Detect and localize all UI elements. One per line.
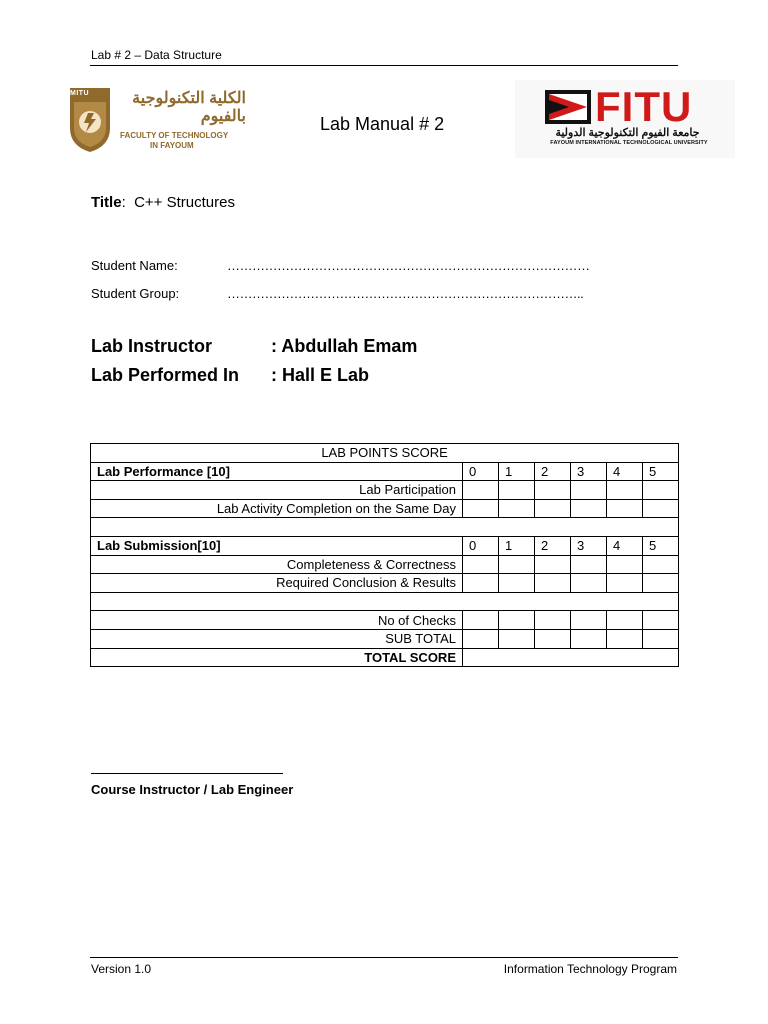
score-cell[interactable] (463, 611, 499, 630)
criterion-label: Required Conclusion & Results (91, 574, 463, 593)
lab-title: Title: C++ Structures (91, 194, 235, 211)
spacer-cell (91, 592, 679, 611)
score-cell[interactable] (463, 629, 499, 648)
score-cell[interactable] (463, 574, 499, 593)
scale-5: 5 (643, 462, 679, 481)
student-name-blank: …………………………………………………………………………… (227, 258, 590, 273)
score-cell[interactable] (643, 574, 679, 593)
table-caption: LAB POINTS SCORE (91, 444, 679, 463)
submission-heading: Lab Submission[10] (91, 536, 463, 555)
scale-1: 1 (499, 462, 535, 481)
score-cell[interactable] (607, 629, 643, 648)
score-cell[interactable] (535, 555, 571, 574)
total-row (91, 648, 679, 667)
submission-heading-row (91, 536, 679, 555)
score-cell[interactable] (643, 611, 679, 630)
footer-rule (90, 957, 678, 958)
manual-title: Lab Manual # 2 (320, 114, 445, 134)
table-row (91, 499, 679, 518)
lab-location-row (91, 365, 369, 386)
score-cell[interactable] (571, 611, 607, 630)
score-cell[interactable] (571, 481, 607, 500)
score-cell[interactable] (535, 629, 571, 648)
fitu-emblem-icon (545, 90, 591, 124)
score-cell[interactable] (643, 481, 679, 500)
score-cell[interactable] (535, 499, 571, 518)
score-cell[interactable] (535, 611, 571, 630)
score-cell[interactable] (535, 574, 571, 593)
scale-3: 3 (571, 536, 607, 555)
table-caption-row (91, 444, 679, 463)
score-cell[interactable] (607, 499, 643, 518)
fitu-english-name: FAYOUM INTERNATIONAL TECHNOLOGICAL UNIVERSITY (550, 140, 708, 146)
criterion-label: Lab Participation (91, 481, 463, 500)
student-group-label: Student Group: (91, 286, 180, 301)
subtotal-label: SUB TOTAL (91, 629, 463, 648)
criterion-label: Completeness & Correctness (91, 555, 463, 574)
lab-location-label: Lab Performed In (91, 365, 240, 385)
performance-heading: Lab Performance [10] (91, 462, 463, 481)
spacer-row (91, 518, 679, 537)
student-name-field (91, 258, 590, 273)
faculty-arabic-name: الكلية التكنولوجية بالفيوم (132, 90, 246, 125)
score-cell[interactable] (607, 481, 643, 500)
score-cell[interactable] (499, 629, 535, 648)
score-cell[interactable] (535, 481, 571, 500)
score-cell[interactable] (643, 629, 679, 648)
score-cell[interactable] (571, 629, 607, 648)
faculty-logo (68, 88, 250, 154)
signature-line (91, 773, 283, 774)
student-name-label: Student Name: (91, 258, 178, 273)
student-group-blank: ………………………………………………………………………….. (227, 286, 584, 301)
score-cell[interactable] (499, 555, 535, 574)
scale-2: 2 (535, 462, 571, 481)
score-cell[interactable] (571, 574, 607, 593)
checks-row (91, 611, 679, 630)
lab-location-value: : Hall E Lab (271, 365, 370, 385)
score-cell[interactable] (643, 499, 679, 518)
criterion-label: Lab Activity Completion on the Same Day (91, 499, 463, 518)
score-cell[interactable] (607, 555, 643, 574)
lab-instructor-label: Lab Instructor (91, 336, 213, 356)
score-table (90, 443, 679, 667)
fitu-wordmark: FITU (595, 83, 693, 130)
score-cell[interactable] (607, 611, 643, 630)
score-cell[interactable] (463, 499, 499, 518)
fitu-arabic-name: جامعة الفيوم التكنولوجية الدولية (555, 127, 700, 139)
spacer-row (91, 592, 679, 611)
faculty-english-line1: FACULTY OF TECHNOLOGY (120, 131, 229, 140)
header-rule (90, 65, 678, 66)
subtotal-row (91, 629, 679, 648)
footer-version: Version 1.0 (91, 962, 152, 976)
table-row (91, 574, 679, 593)
lab-instructor-value: : Abdullah Emam (271, 336, 418, 356)
footer-program: Information Technology Program (503, 962, 677, 976)
score-cell[interactable] (499, 574, 535, 593)
total-score-cell[interactable] (463, 648, 679, 667)
score-cell[interactable] (499, 499, 535, 518)
crest-icon (68, 88, 112, 152)
score-cell[interactable] (499, 611, 535, 630)
running-header: Lab # 2 – Data Structure (91, 48, 222, 62)
crest-label: MITU (70, 90, 90, 97)
checks-label: No of Checks (91, 611, 463, 630)
fitu-logo (515, 80, 735, 158)
faculty-english-line2: IN FAYOUM (150, 141, 194, 150)
scale-4: 4 (607, 462, 643, 481)
scale-5: 5 (643, 536, 679, 555)
score-cell[interactable] (463, 555, 499, 574)
student-group-field (91, 286, 583, 301)
table-row (91, 481, 679, 500)
score-cell[interactable] (571, 499, 607, 518)
spacer-cell (91, 518, 679, 537)
scale-4: 4 (607, 536, 643, 555)
score-cell[interactable] (607, 574, 643, 593)
score-cell[interactable] (499, 481, 535, 500)
scale-0: 0 (463, 462, 499, 481)
scale-0: 0 (463, 536, 499, 555)
score-cell[interactable] (571, 555, 607, 574)
total-label: TOTAL SCORE (91, 648, 463, 667)
score-cell[interactable] (463, 481, 499, 500)
signature-label: Course Instructor / Lab Engineer (91, 782, 294, 797)
scale-1: 1 (499, 536, 535, 555)
scale-3: 3 (571, 462, 607, 481)
lab-instructor-row (91, 336, 417, 357)
performance-heading-row (91, 462, 679, 481)
lab-title-label: Title (91, 194, 122, 211)
scale-2: 2 (535, 536, 571, 555)
score-cell[interactable] (643, 555, 679, 574)
table-row (91, 555, 679, 574)
lab-title-value: C++ Structures (134, 194, 235, 211)
faculty-english-name (120, 131, 250, 151)
